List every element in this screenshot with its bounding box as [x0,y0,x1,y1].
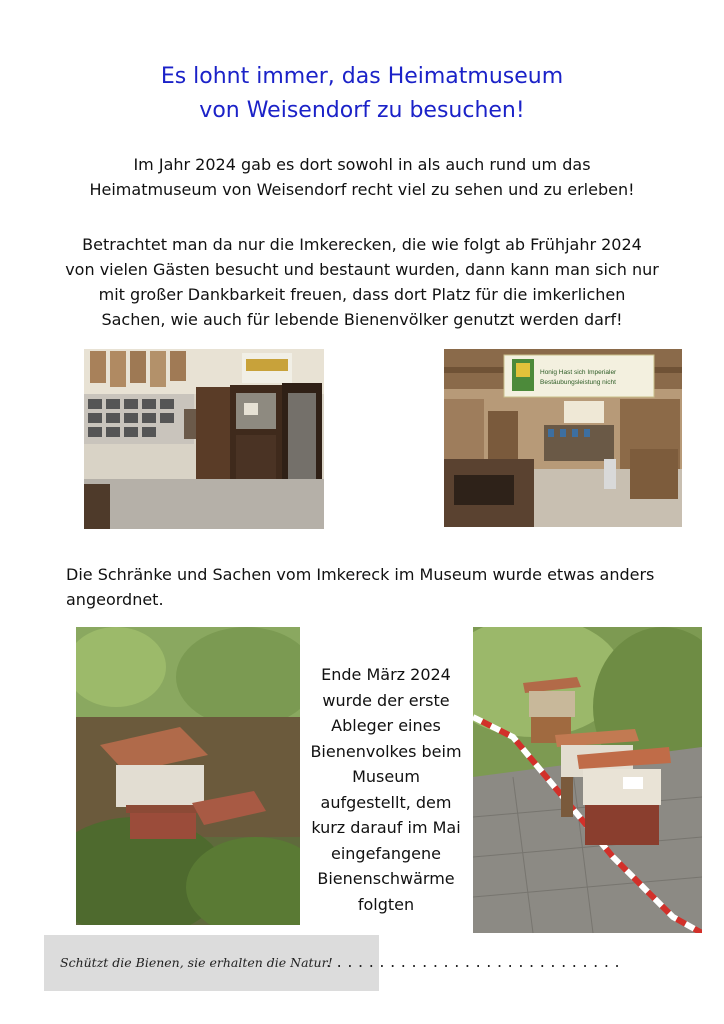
body-line-3: mit großer Dankbarkeit freuen, dass dort Platz für die imkerlichen [98,285,626,304]
side-line-5: Museum [352,767,420,786]
side-line-1: Ende März 2024 [321,665,451,684]
intro-line-2: Heimatmuseum von Weisendorf recht viel zu sehen und zu erleben! [89,180,635,199]
photo-beehives-path [473,627,702,933]
body-paragraph [40,232,684,332]
side-line-10: folgten [357,894,415,914]
title-line-1: Es lohnt immer, das Heimatmuseum [160,64,564,89]
side-line-3: Ableger eines [331,716,441,735]
caption-line-2: angeordnet. [66,590,164,609]
side-line-4: Bienenvolkes beim [310,741,462,761]
title-line-2: von Weisendorf zu besuchen! [199,98,525,123]
beehive-story-text [300,662,472,917]
banner-text-1: Honig Hast sich Imperialer [540,369,617,376]
banner-text-2: Bestäubungsleistung nicht [540,379,616,386]
side-line-8: eingefangene [331,843,441,863]
page-title [0,60,724,128]
photo-museum-cabinets [84,349,324,529]
side-line-6: aufgestellt, dem [320,792,452,812]
intro-line-1: Im Jahr 2024 gab es dort sowohl in als auch rund um das [133,155,591,174]
side-line-7: kurz darauf im Mai [311,818,461,837]
side-line-2: wurde der erste [322,690,450,710]
caption-paragraph [66,562,706,612]
side-line-9: Bienenschwärme [317,869,455,888]
photo-beehive-garden [76,627,300,925]
body-line-2: von vielen Gästen besucht und bestaunt wurden, dann kann man sich nur [65,260,659,279]
body-line-4: Sachen, wie auch für lebende Bienenvölker genutzt werden darf! [101,310,623,329]
photo-museum-hall-banner [444,349,682,527]
intro-paragraph [40,152,684,202]
footer-slogan: Schützt die Bienen, sie erhalten die Natur! [60,955,333,970]
body-line-1: Betrachtet man da nur die Imkerecken, die wie folgt ab Frühjahr 2024 [82,235,642,254]
caption-line-1: Die Schränke und Sachen vom Imkereck im Museum wurde etwas anders [66,565,655,584]
footer-dotted-line: ............................ [326,952,626,971]
